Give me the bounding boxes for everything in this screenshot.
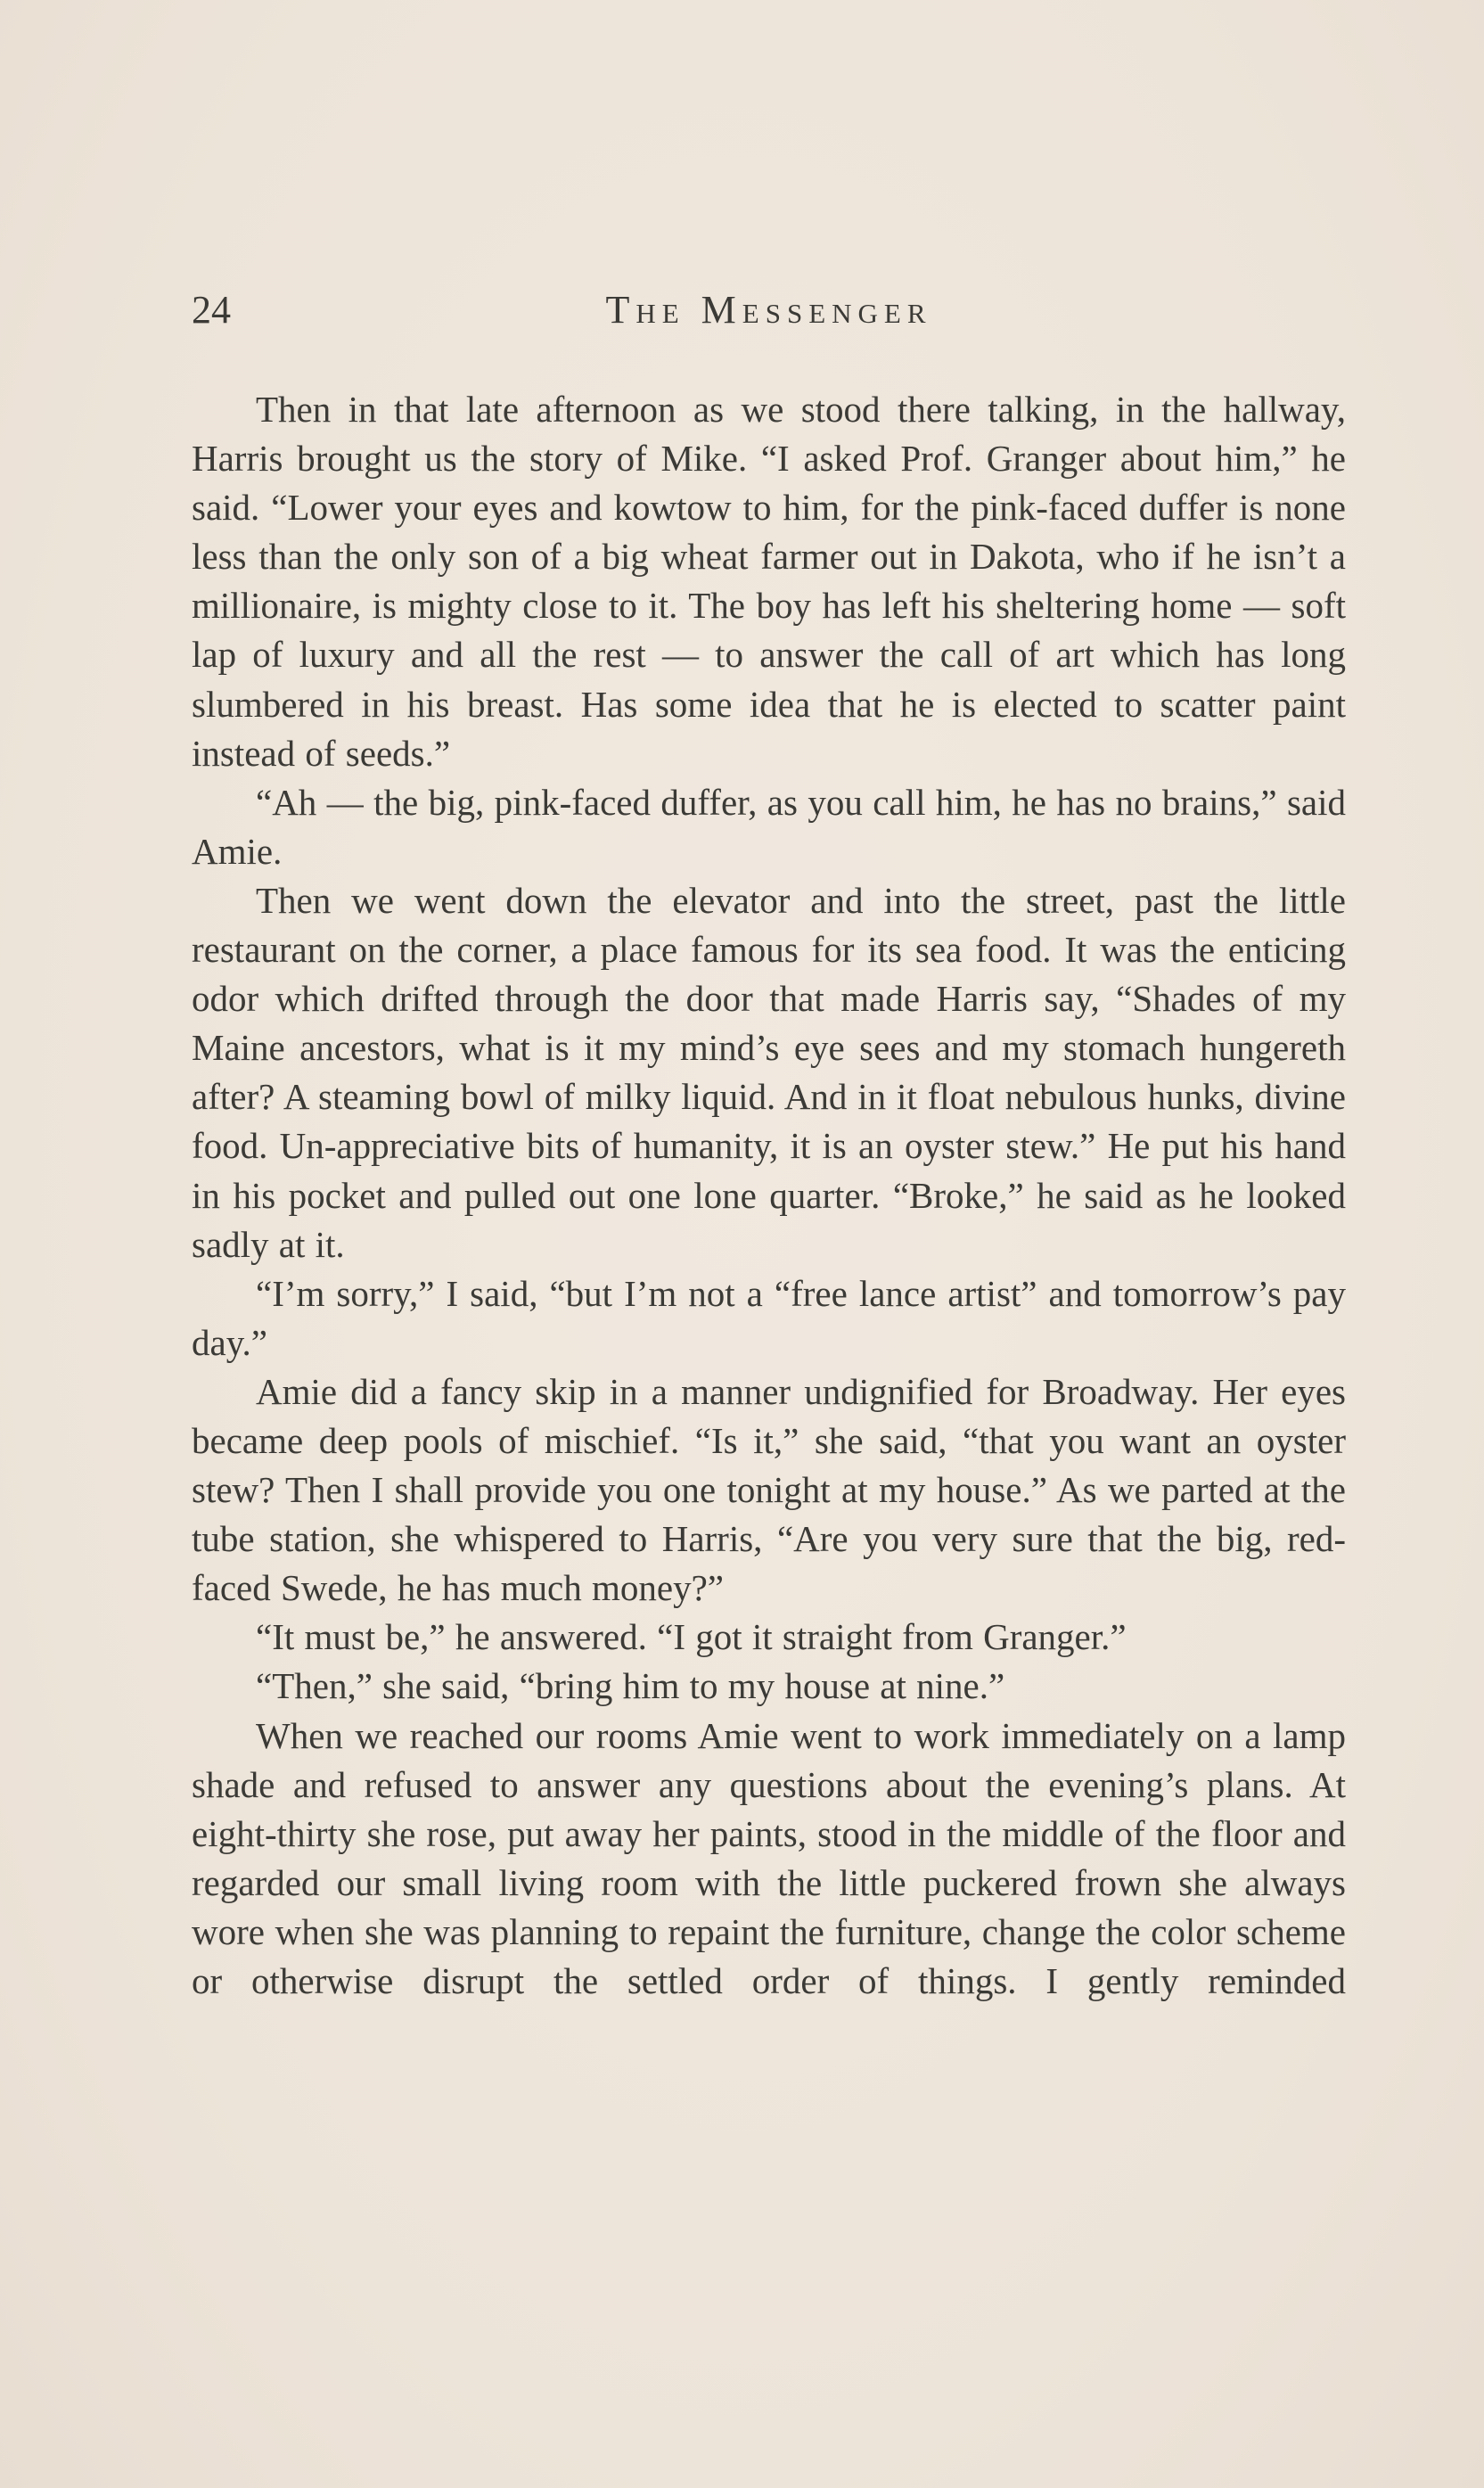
body-text	[192, 385, 1346, 2006]
page-number: 24	[192, 288, 231, 332]
paragraph-harris-story: Then in that late afternoon as we stood there talking, in the hallway, Harris brought us the story of Mike. “I asked Prof. Granger about him,” he said. “Lower your eyes and kowtow to him, for the pink-faced duffer is none less than the only son of a big wheat farmer out in Dakota, who if he isn’t a millionaire, is mighty close to it. The boy has left his sheltering home — soft lap of luxury and all the rest — to answer the call of art which has long slumbered in his breast. Has some idea that he is elected to scatter paint instead of seeds.”	[192, 389, 1346, 774]
paragraph-oyster-stew: Then we went down the elevator and into the street, past the little restaurant on the corner, a place famous for its sea food. It was the enticing odor which drifted through the door that made Harris say, “Shades of my Maine ancestors, what is it my mind’s eye sees and my stomach hungereth after? A steaming bowl of milky liquid. And in it float nebulous hunks, divine food. Un-appreciative bits of humanity, it is an oyster stew.” He put his hand in his pocket and pulled out one lone quarter. “Broke,” he said as he looked sadly at it.	[192, 879, 1346, 1265]
running-head	[192, 283, 1346, 337]
paragraph-amie-skip: Amie did a fancy skip in a manner undignified for Broadway. Her eyes became deep pools of mischief. “Is it,” she said, “that you want an oyster stew? Then I shall provide you one tonight at my house.” As we parted at the tube station, she whispered to Harris, “Are you very sure that the big, red-faced Swede, he has much money?”	[192, 1370, 1346, 1609]
paragraph-evening-plans: When we reached our rooms Amie went to work immediately on a lamp shade and refused to answer any questions about the evening’s plans. At eight-thirty she rose, put away her paints, stood in the middle of the floor and regarded our small living room with the little puckered frown she always wore when she was planning to repaint the furniture, change the color scheme or otherwise disrupt the settled order of things. I gently reminded	[192, 1714, 1346, 2001]
paragraph-pay-day: “I’m sorry,” I said, “but I’m not a “free lance artist” and tomorrow’s pay day.”	[192, 1272, 1346, 1363]
running-title: The Messenger	[605, 288, 932, 332]
paragraph-amie-no-brains: “Ah — the big, pink-faced duffer, as you call him, he has no brains,” said Amie.	[192, 781, 1346, 872]
paragraph-granger: “It must be,” he answered. “I got it straight from Granger.”	[256, 1616, 1127, 1658]
paragraph-at-nine: “Then,” she said, “bring him to my house at nine.”	[256, 1665, 1005, 1707]
